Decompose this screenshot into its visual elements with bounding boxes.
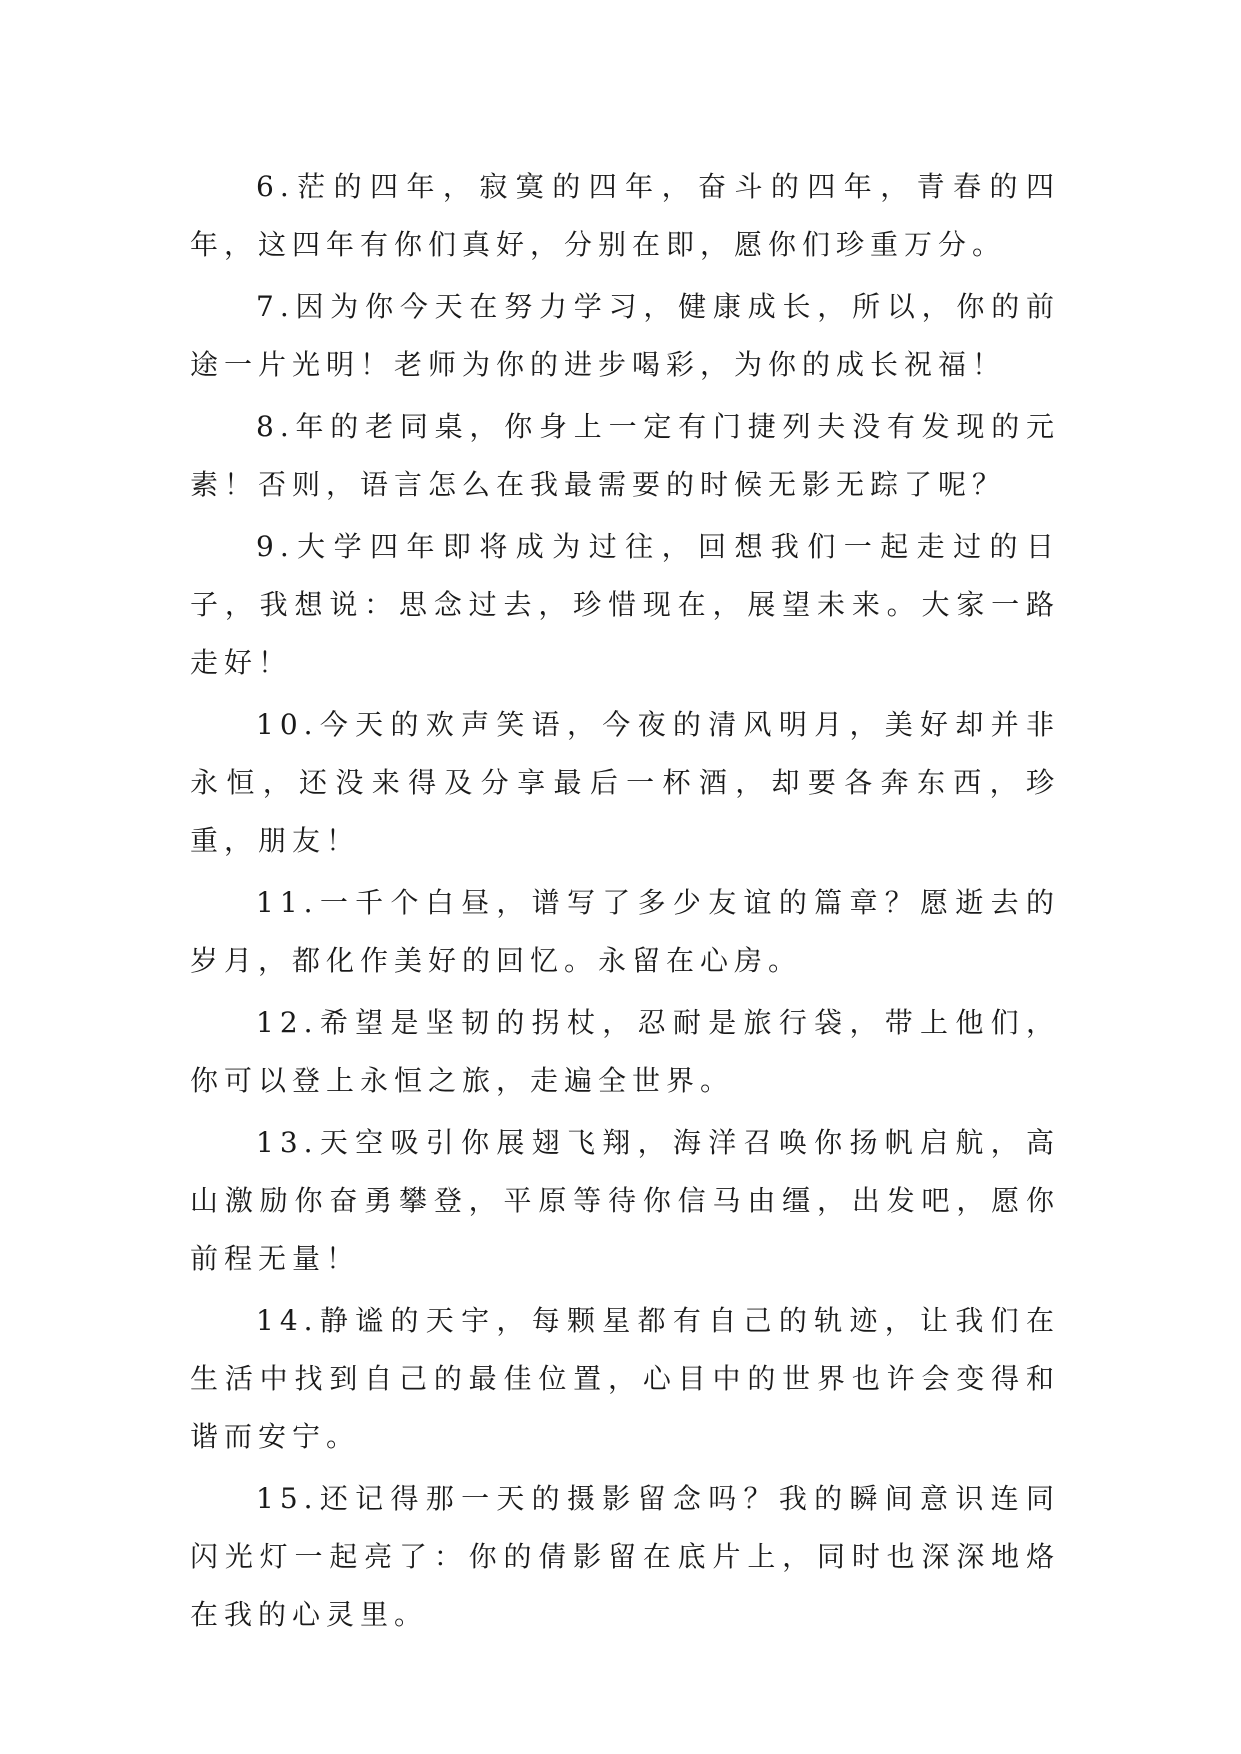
paragraph-11: 11.一千个白昼，谱写了多少友谊的篇章？愿逝去的岁月，都化作美好的回忆。永留在心房。 [190,886,1060,977]
paragraph-8: 8.年的老同桌，你身上一定有门捷列夫没有发现的元素！否则，语言怎么在我最需要的时候无影无踪了呢？ [190,410,1060,501]
paragraph-9: 9.大学四年即将成为过往，回想我们一起走过的日子，我想说：思念过去，珍惜现在，展望未来。大家一路走好！ [190,530,1060,679]
paragraph-10: 10.今天的欢声笑语，今夜的清风明月，美好却并非永恒，还没来得及分享最后一杯酒，却要各奔东西，珍重，朋友！ [190,708,1060,857]
paragraph-12: 12.希望是坚韧的拐杖，忍耐是旅行袋，带上他们，你可以登上永恒之旅，走遍全世界。 [190,1006,1060,1097]
paragraph-14: 14.静谧的天宇，每颗星都有自己的轨迹，让我们在生活中找到自己的最佳位置，心目中的世界也许会变得和谐而安宁。 [190,1304,1060,1453]
paragraph-6: 6.茫的四年，寂寞的四年，奋斗的四年，青春的四年，这四年有你们真好，分别在即，愿你们珍重万分。 [190,170,1060,261]
paragraph-7: 7.因为你今天在努力学习，健康成长，所以，你的前途一片光明！老师为你的进步喝彩，为你的成长祝福！ [190,290,1060,381]
paragraph-15: 15.还记得那一天的摄影留念吗？我的瞬间意识连同闪光灯一起亮了：你的倩影留在底片上，同时也深深地烙在我的心灵里。 [190,1482,1060,1631]
document-body [190,158,1060,1648]
paragraph-13: 13.天空吸引你展翅飞翔，海洋召唤你扬帆启航，高山激励你奋勇攀登，平原等待你信马由缰，出发吧，愿你前程无量！ [190,1126,1060,1275]
